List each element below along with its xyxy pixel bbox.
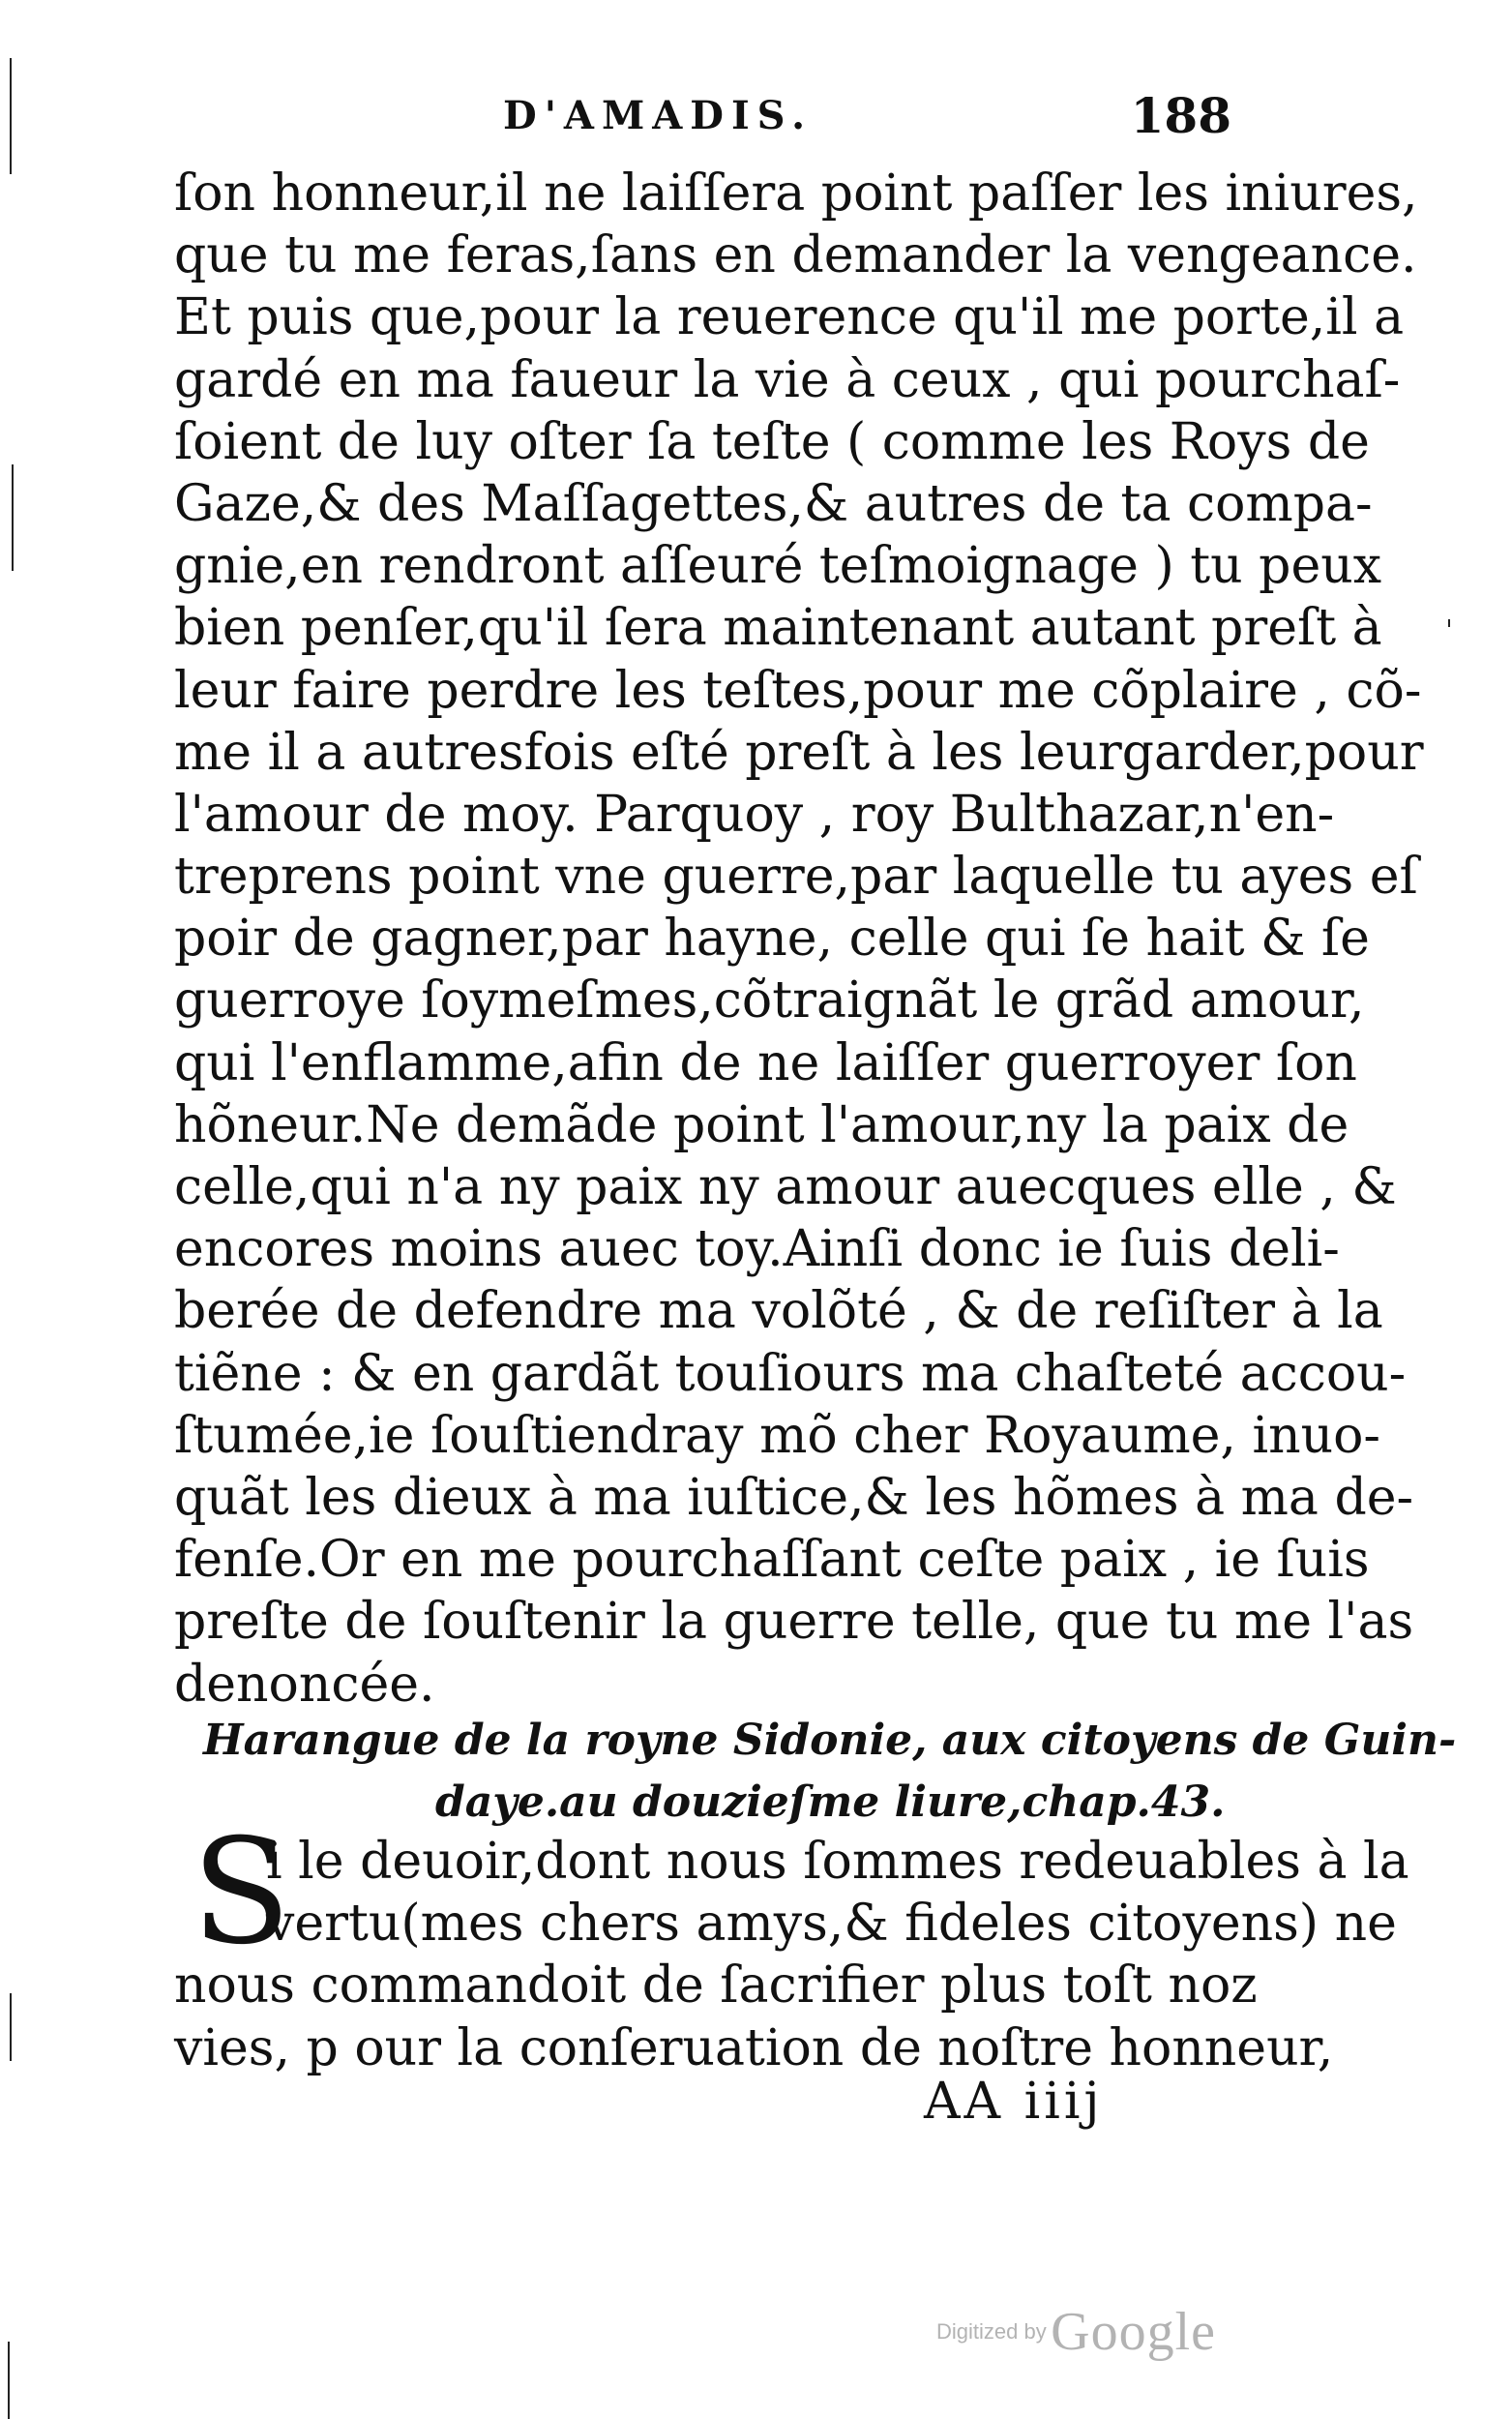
text-line: i le deuoir,dont nous ſommes redeuables à la (266, 1833, 1409, 1891)
text-line: vertu(mes chers amys,& fideles citoyens) ne (266, 1895, 1397, 1954)
running-head: D'AMADIS. (503, 93, 814, 138)
text-line: treprens point vne guerre,par laquelle tu ayes eſ (174, 848, 1418, 907)
margin-rule (8, 2342, 10, 2419)
text-line: Gaze,& des Maſſagettes,& autres de ta compa- (174, 474, 1373, 533)
text-line: leur faire perdre les teſtes,pour me cõplaire , cõ- (174, 661, 1422, 720)
text-line: ſtumée,ie ſouſtiendray mõ cher Royaume, inuo- (174, 1406, 1380, 1465)
section-heading (203, 1710, 1457, 1834)
text-line: fenſe.Or en me pourchaſſant ceſte paix , ie ſuis (174, 1531, 1370, 1590)
text-line: bien penſer,qu'il ſera maintenant autant preſt à (174, 599, 1382, 658)
text-line: gnie,en rendront aſſeuré teſmoignage ) tu peux (174, 537, 1382, 596)
text-line: que tu me feras,ſans en demander la vengeance. (174, 226, 1417, 285)
speech-paragraph (174, 1808, 1409, 2079)
page-number: 188 (1130, 87, 1231, 144)
text-line: nous commandoit de ſacrifier plus toſt noz (174, 1956, 1258, 2016)
text-line: poir de gagner,par hayne, celle qui ſe hait & ſe (174, 910, 1370, 969)
heading-line: Harangue de la royne Sidonie, aux citoyens de Guin- (203, 1716, 1457, 1765)
text-line: qui l'enflamme,afin de ne laiſſer guerroyer ſon (174, 1033, 1357, 1092)
text-line: celle,qui n'a ny paix ny amour auecques elle , & (174, 1158, 1397, 1216)
margin-rule (1448, 619, 1450, 627)
text-line: quãt les dieux à ma iuſtice,& les hõmes à ma de- (174, 1468, 1414, 1527)
margin-rule (12, 464, 14, 571)
text-line: gardé en ma faueur la vie à ceux , qui pourchaſ- (174, 350, 1401, 409)
text-line: hõneur.Ne demãde point l'amour,ny la paix de (174, 1095, 1349, 1154)
margin-rule (10, 58, 12, 174)
watermark-logo: Google (1051, 2302, 1217, 2362)
text-line: guerroye ſoymeſmes,cõtraignãt le grãd amour, (174, 971, 1365, 1030)
drop-cap-initial: S (192, 1808, 291, 1977)
watermark-prefix: Digitized by (936, 2319, 1047, 2344)
heading-line: daye.au douzieſme liure,chap.43. (435, 1777, 1226, 1827)
margin-rule (10, 1993, 12, 2061)
text-line: preſte de ſouſtenir la guerre telle, que tu me l'as (174, 1593, 1414, 1652)
text-line: vies, p our la conſeruation de noſtre honneur, (174, 2018, 1334, 2077)
page-header (0, 87, 1512, 151)
main-paragraph (174, 163, 1424, 1716)
text-line: ſon honneur,il ne laiſſera point paſſer les iniures, (174, 164, 1418, 223)
text-line: me il a autresfois eſté preſt à les leurgarder,pour (174, 723, 1424, 782)
text-line: denoncée. (174, 1655, 435, 1714)
digitization-watermark (936, 2301, 1216, 2363)
text-line: berée de defendre ma volõté , & de reſiſter à la (174, 1282, 1383, 1341)
text-line: tiẽne : & en gardãt touſiours ma chaſteté accou- (174, 1344, 1407, 1403)
text-line: l'amour de moy. Parquoy , roy Bulthazar,n'en- (174, 785, 1335, 844)
text-line: encores moins auec toy.Ainſi donc ie ſuis deli- (174, 1220, 1340, 1279)
text-line: Et puis que,pour la reuerence qu'il me porte,il a (174, 288, 1405, 347)
signature-mark: AA iiij (924, 2073, 1104, 2131)
text-line: ſoient de luy oſter ſa teſte ( comme les Roys de (174, 412, 1370, 471)
